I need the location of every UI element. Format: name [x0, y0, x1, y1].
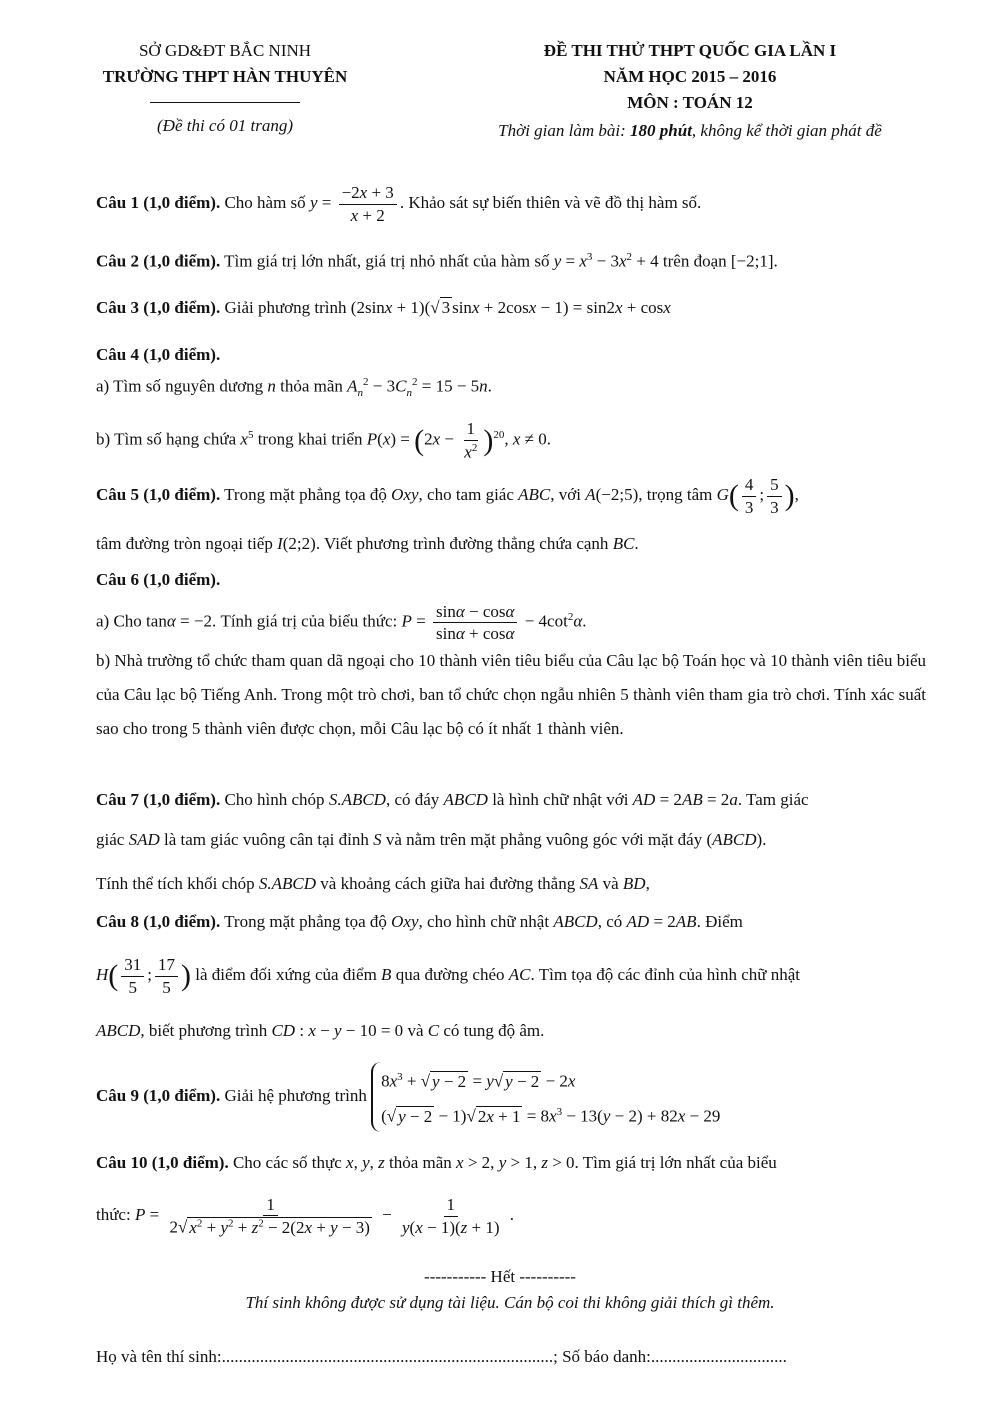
school-year: NĂM HỌC 2015 – 2016 [603, 67, 777, 86]
end-marker: ----------- Hết ---------- [424, 1267, 576, 1286]
question-6b: b) Nhà trường tổ chức tham quan dã ngoại cho 10 thành viên tiêu biểu của Câu lạc bộ Toán học và 10 thành viên tiêu biểu của Câu lạc bộ Tiếng Anh. Trong một trò chơi, ban tổ chức chọn ngẫu nhiên 5 thành viên tham gia trò chơi. Tính xác suất sao cho trong 5 thành viên được chọn, mỗi Câu lạc bộ có ít nhất 1 thành viên. [96, 651, 926, 738]
question-5-line2: tâm đường tròn ngoại tiếp I(2;2). Viết phương trình đường thẳng chứa cạnh BC. [96, 534, 639, 553]
exam-duration: Thời gian làm bài: 180 phút, không kể thời gian phát đề [498, 121, 882, 140]
subject: MÔN : TOÁN 12 [627, 93, 753, 112]
question-7-line2: giác SAD là tam giác vuông cân tại đỉnh S và nằm trên mặt phẳng vuông góc với mặt đáy (ABCD). [96, 830, 767, 849]
school-name: TRƯỜNG THPT HÀN THUYÊN [102, 67, 348, 86]
question-4-label: Câu 4 (1,0 điểm). [96, 345, 221, 364]
exam-note: Thí sinh không được sử dụng tài liệu. Cán bộ coi thi không giải thích gì thêm. [245, 1293, 775, 1312]
header-left [60, 38, 390, 139]
question-7-line3: Tính thể tích khối chóp S.ABCD và khoảng cách giữa hai đường thẳng SA và BD, [96, 874, 650, 893]
question-6a: a) Cho tanα = −2. Tính giá trị của biểu thức: P = $\frac{\sin\alpha - \cos\alpha}{\sin\alpha + \cos\alpha}$ − $4\cot^2\alpha$. [96, 601, 587, 644]
question-8-line2: H( $\frac{31}{5}$ ; $\frac{17}{5}$ ) là điểm đối xứng của điểm B qua đường chéo AC. Tìm tọa độ các đỉnh của hình chữ nhật [96, 955, 801, 997]
question-9: Câu 9 (1,0 điểm). Giải hệ phương trình $8x^3$ + √ y − 2 = y√ y − 2 − 2x (√ y − 2 − 1)√ $2x + 1 = 8x^3 - 13(y - 2) + 82x - 29$ [96, 1062, 926, 1132]
question-10-line2: thức: P = $\frac{1}{2√ x^2 + y^2 + z^2 - 2(2x + y - 3)}$ − $\frac{1}{y(x - 1)(z + 1)}$ . [96, 1194, 515, 1237]
department-name: SỞ GD&ĐT BẮC NINH [138, 41, 312, 60]
header-right [440, 38, 940, 146]
question-4a: a) Tìm số nguyên dương n thỏa mãn $A_n^2 - 3C_n^2 = 15 - 5n$. [96, 376, 492, 400]
question-2: Câu 2 (1,0 điểm). Tìm giá trị lớn nhất, giá trị nhỏ nhất của hàm số $y = x^3 - 3x^2 + 4$ trên đoạn [−2;1]. [96, 251, 778, 271]
equation-system: $8x^3$ + √ y − 2 = y√ y − 2 − 2x (√ y − 2 − 1)√ $2x + 1 = 8x^3 - 13(y - 2) + 82x - 29$ [371, 1062, 720, 1131]
page-count-note: (Đề thi có 01 trang) [157, 116, 293, 135]
question-6-label: Câu 6 (1,0 điểm). [96, 570, 221, 589]
header-divider [150, 102, 300, 103]
candidate-info: Họ và tên thí sinh:..............................................................................; Số báo danh:................................ [96, 1347, 787, 1366]
question-4b: b) Tìm số hạng chứa $x^5$ trong khai triển P(x) = (2x − $\frac{1}{x^2}$ )$^{20}$, x ≠ 0. [96, 419, 551, 462]
question-3: Câu 3 (1,0 điểm). Giải phương trình (2sinx + 1)(√ 3 sinx + 2cosx − 1) = sin2x + cosx [96, 298, 671, 317]
question-5: Câu 5 (1,0 điểm). Trong mặt phẳng tọa độ Oxy, cho tam giác ABC, với A(−2;5), trọng tâm G( $\frac{4}{3}$ ; $\frac{5}{3}$ ), [96, 475, 799, 517]
question-8: Câu 8 (1,0 điểm). Trong mặt phẳng tọa độ Oxy, cho hình chữ nhật ABCD, có AD = 2AB. Điểm [96, 912, 743, 931]
question-7: Câu 7 (1,0 điểm). Cho hình chóp S.ABCD, có đáy ABCD là hình chữ nhật với AD = 2AB = 2a. Tam giác [96, 790, 809, 809]
question-1: Câu 1 (1,0 điểm). Cho hàm số y = $\frac{-2x + 3}{x + 2}$ . Khảo sát sự biến thiên và vẽ đồ thị hàm số. [96, 183, 702, 225]
exam-title: ĐỀ THI THỬ THPT QUỐC GIA LẦN I [543, 41, 837, 60]
question-8-line3: ABCD, biết phương trình CD : x − y − 10 = 0 và C có tung độ âm. [96, 1021, 545, 1040]
question-10: Câu 10 (1,0 điểm). Cho các số thực x, y, z thỏa mãn x > 2, y > 1, z > 0. Tìm giá trị lớn nhất của biểu [96, 1153, 777, 1172]
